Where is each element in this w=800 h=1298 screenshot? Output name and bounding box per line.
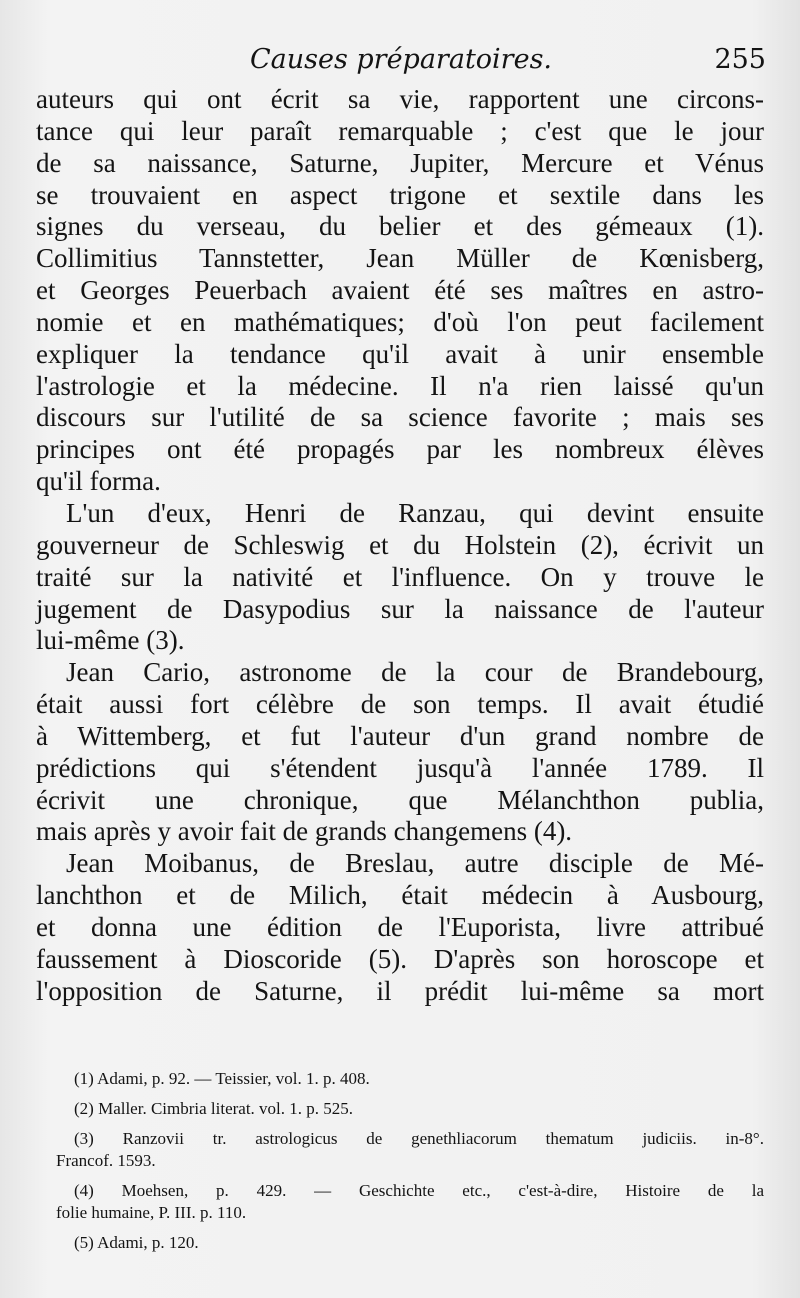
text-line: lanchthon et de Milich, était médecin à Ausbourg, bbox=[36, 880, 764, 911]
text-line: à Wittemberg, et fut l'auteur d'un grand nombre de bbox=[36, 720, 764, 751]
text-line: Collimitius Tannstetter, Jean Müller de Kœnisberg, bbox=[36, 243, 764, 274]
text-line: et Georges Peuerbach avaient été ses maîtres en astro- bbox=[36, 275, 764, 306]
text-line: tance qui leur paraît remarquable ; c'est que le jour bbox=[36, 115, 764, 146]
text-line: écrivit une chronique, que Mélanchthon publia, bbox=[36, 784, 764, 815]
text-line: mais après y avoir fait de grands changemens (4). bbox=[36, 816, 573, 847]
text-line: était aussi fort célèbre de son temps. Il avait étudié bbox=[36, 689, 764, 720]
footnotes bbox=[56, 1068, 764, 1254]
footnote-line: folie humaine, P. III. p. 110. bbox=[56, 1203, 247, 1222]
running-title: Causes préparatoires. bbox=[249, 44, 553, 75]
text-line: l'opposition de Saturne, il prédit lui-même sa mort bbox=[36, 975, 764, 1006]
body-text bbox=[36, 84, 764, 1007]
footnote-line: (4) Moehsen, p. 429. — Geschichte etc., c'est-à-dire, Histoire de la bbox=[74, 1181, 764, 1200]
text-line: nomie et en mathématiques; d'où l'on peut facilement bbox=[36, 306, 764, 337]
text-line: prédictions qui s'étendent jusqu'à l'année 1789. Il bbox=[36, 752, 764, 783]
text-line: Jean Moibanus, de Breslau, autre disciple de Mé- bbox=[66, 848, 764, 879]
text-line: l'astrologie et la médecine. Il n'a rien laissé qu'un bbox=[36, 370, 764, 401]
footnote-line: (1) Adami, p. 92. — Teissier, vol. 1. p. 408. bbox=[74, 1069, 370, 1088]
text-line: jugement de Dasypodius sur la naissance de l'auteur bbox=[36, 593, 764, 624]
text-line: expliquer la tendance qu'il avait à unir ensemble bbox=[36, 338, 764, 369]
text-line: principes ont été propagés par les nombreux élèves bbox=[36, 434, 764, 465]
text-line: auteurs qui ont écrit sa vie, rapportent une circons- bbox=[36, 84, 764, 114]
text-line: faussement à Dioscoride (5). D'après son horoscope et bbox=[36, 943, 764, 974]
text-line: signes du verseau, du belier et des gémeaux (1). bbox=[36, 211, 764, 242]
text-line: gouverneur de Schleswig et du Holstein (2), écrivit un bbox=[36, 529, 764, 560]
text-line: et donna une édition de l'Euporista, livre attribué bbox=[36, 911, 764, 942]
footnote-line: (5) Adami, p. 120. bbox=[74, 1233, 199, 1252]
text-line: L'un d'eux, Henri de Ranzau, qui devint ensuite bbox=[66, 497, 764, 528]
footnote-line: Francof. 1593. bbox=[56, 1151, 156, 1170]
footnote-line: (2) Maller. Cimbria literat. vol. 1. p. 525. bbox=[74, 1099, 354, 1118]
text-line: traité sur la nativité et l'influence. On y trouve le bbox=[36, 561, 764, 592]
running-head bbox=[36, 40, 766, 80]
text-line: de sa naissance, Saturne, Jupiter, Mercure et Vénus bbox=[36, 147, 764, 178]
text-line: qu'il forma. bbox=[36, 466, 161, 497]
footnote-line: (3) Ranzovii tr. astrologicus de genethliacorum thematum judiciis. in-8°. bbox=[74, 1129, 764, 1148]
text-line: Jean Cario, astronome de la cour de Brandebourg, bbox=[66, 657, 764, 688]
page-number: 255 bbox=[714, 44, 766, 75]
text-line: se trouvaient en aspect trigone et sextile dans les bbox=[36, 179, 764, 210]
text-line: lui-même (3). bbox=[36, 625, 185, 656]
text-line: discours sur l'utilité de sa science favorite ; mais ses bbox=[36, 402, 764, 433]
